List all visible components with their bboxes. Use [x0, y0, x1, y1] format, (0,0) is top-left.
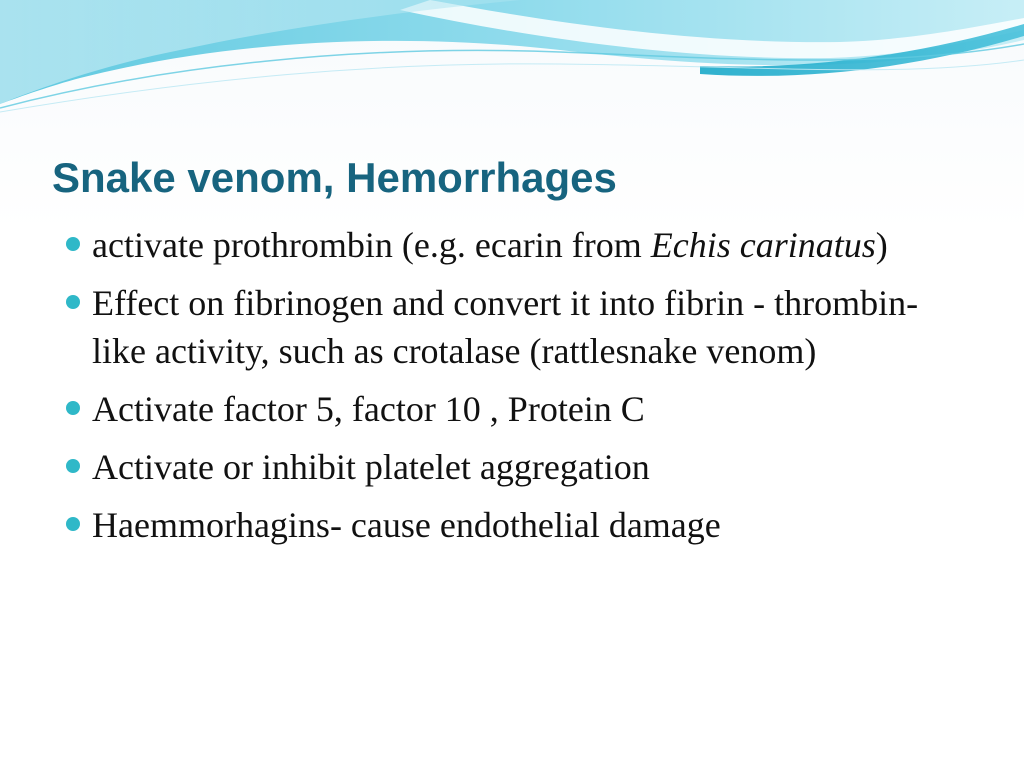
bullet-item-factors [64, 385, 964, 433]
bullet-dot-icon [66, 237, 80, 251]
bullet-item-haemmorhagins [64, 501, 964, 549]
bullet-dot-icon [66, 401, 80, 415]
header-wave-decoration [0, 0, 1024, 130]
bullet-list [64, 221, 964, 559]
bullet-item-prothrombin [64, 221, 964, 269]
bullet-text-fibrinogen: Effect on fibrinogen and convert it into fibrin - thrombin-like activity, such as crotalase (rattlesnake venom) [92, 283, 919, 371]
bullet-text-factors: Activate factor 5, factor 10 , Protein C [92, 389, 645, 429]
bullet-dot-icon [66, 459, 80, 473]
bullet-text-prothrombin-before: activate prothrombin (e.g. ecarin from [92, 225, 651, 265]
bullet-text-haemmorhagins: Haemmorhagins- cause endothelial damage [92, 505, 721, 545]
slide-title: Snake venom, Hemorrhages [52, 154, 617, 201]
bullet-text-platelet: Activate or inhibit platelet aggregation [92, 447, 650, 487]
bullet-item-platelet [64, 443, 964, 491]
bullet-dot-icon [66, 517, 80, 531]
bullet-text-prothrombin-after: ) [875, 225, 888, 265]
bullet-dot-icon [66, 295, 80, 309]
bullet-item-fibrinogen [64, 279, 964, 375]
bullet-text-species-italic: Echis carinatus [650, 225, 876, 265]
